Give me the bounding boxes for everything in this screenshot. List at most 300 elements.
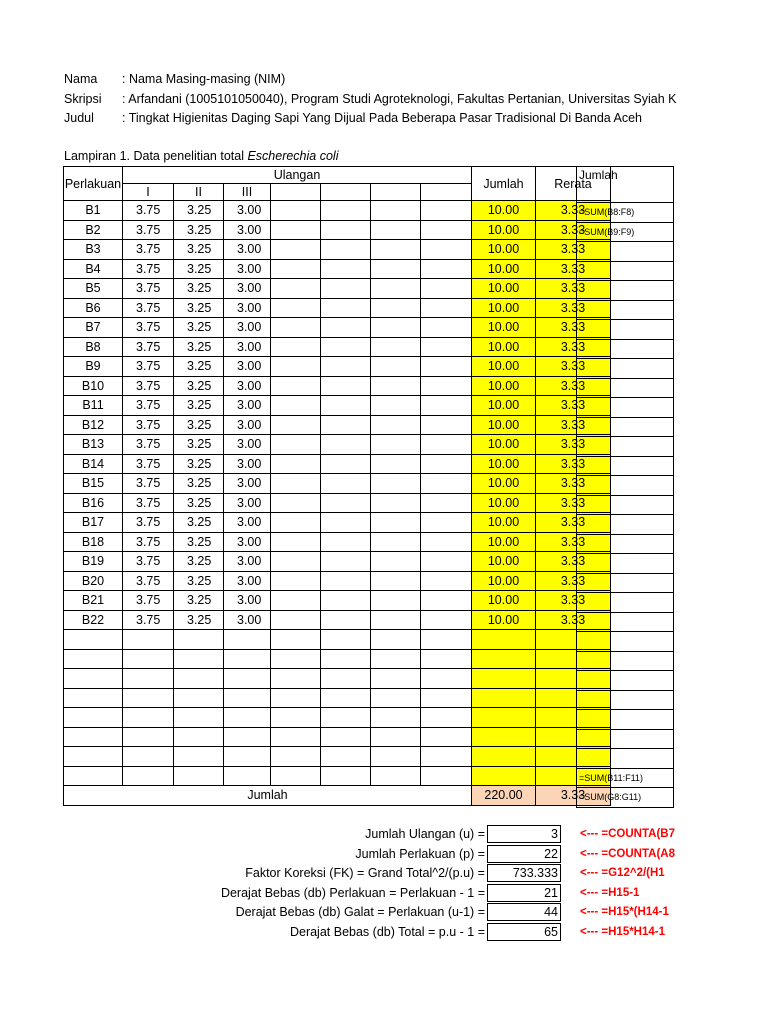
formula-cell[interactable]: [577, 339, 674, 359]
empty-cell[interactable]: [421, 571, 472, 591]
ulangan-cell[interactable]: 3.00: [224, 259, 271, 279]
empty-cell[interactable]: [321, 766, 371, 786]
empty-cell[interactable]: [371, 298, 421, 318]
empty-cell[interactable]: [421, 727, 472, 747]
col-header-rerata[interactable]: Rerata: [536, 167, 611, 201]
empty-cell[interactable]: [371, 766, 421, 786]
empty-cell[interactable]: [371, 318, 421, 338]
empty-cell[interactable]: [371, 357, 421, 377]
empty-cell[interactable]: [64, 630, 123, 650]
empty-cell[interactable]: [421, 357, 472, 377]
formula-cell[interactable]: [577, 554, 674, 574]
empty-cell[interactable]: [421, 474, 472, 494]
jumlah-cell[interactable]: 10.00: [472, 201, 536, 221]
empty-cell[interactable]: [371, 727, 421, 747]
ulangan-cell[interactable]: 3.75: [123, 337, 174, 357]
empty-cell[interactable]: [321, 649, 371, 669]
ulangan-cell[interactable]: 3.75: [123, 376, 174, 396]
perlakuan-cell[interactable]: B8: [64, 337, 123, 357]
ulangan-cell[interactable]: 3.75: [123, 474, 174, 494]
rerata-cell[interactable]: 3.33: [536, 376, 611, 396]
formula-cell[interactable]: [577, 437, 674, 457]
rerata-cell[interactable]: 3.33: [536, 591, 611, 611]
empty-cell[interactable]: [421, 649, 472, 669]
empty-cell[interactable]: [371, 630, 421, 650]
jumlah-cell[interactable]: 10.00: [472, 357, 536, 377]
ulangan-cell[interactable]: 3.00: [224, 376, 271, 396]
formula-cell[interactable]: [577, 417, 674, 437]
jumlah-cell[interactable]: 10.00: [472, 610, 536, 630]
empty-cell[interactable]: [271, 279, 321, 299]
perlakuan-cell[interactable]: B4: [64, 259, 123, 279]
empty-cell[interactable]: [271, 532, 321, 552]
empty-cell[interactable]: [321, 396, 371, 416]
empty-cell[interactable]: [421, 513, 472, 533]
empty-cell[interactable]: [321, 201, 371, 221]
ulangan-cell[interactable]: 3.00: [224, 493, 271, 513]
rerata-cell[interactable]: 3.33: [536, 435, 611, 455]
ulangan-cell[interactable]: 3.75: [123, 220, 174, 240]
empty-cell[interactable]: [371, 571, 421, 591]
rerata-cell[interactable]: 3.33: [536, 610, 611, 630]
jumlah-cell[interactable]: 10.00: [472, 279, 536, 299]
empty-cell[interactable]: [321, 727, 371, 747]
ulangan-cell[interactable]: 3.25: [174, 435, 224, 455]
total-label[interactable]: Jumlah: [64, 786, 472, 806]
ulangan-cell[interactable]: 3.00: [224, 532, 271, 552]
empty-cell[interactable]: [321, 532, 371, 552]
ulangan-cell[interactable]: 3.25: [174, 318, 224, 338]
perlakuan-cell[interactable]: B9: [64, 357, 123, 377]
jumlah-cell[interactable]: 10.00: [472, 396, 536, 416]
empty-cell[interactable]: [371, 552, 421, 572]
ulangan-cell[interactable]: 3.25: [174, 415, 224, 435]
empty-cell[interactable]: [174, 669, 224, 689]
empty-cell[interactable]: [321, 513, 371, 533]
empty-cell[interactable]: [271, 552, 321, 572]
jumlah-cell[interactable]: 10.00: [472, 552, 536, 572]
empty-cell[interactable]: [321, 552, 371, 572]
empty-cell[interactable]: [64, 766, 123, 786]
ulangan-cell[interactable]: 3.25: [174, 474, 224, 494]
ulangan-cell[interactable]: 3.25: [174, 571, 224, 591]
empty-cell[interactable]: [174, 727, 224, 747]
empty-cell[interactable]: [64, 649, 123, 669]
ulangan-cell[interactable]: 3.00: [224, 454, 271, 474]
ulangan-cell[interactable]: 3.75: [123, 435, 174, 455]
empty-cell[interactable]: [371, 688, 421, 708]
empty-cell[interactable]: [371, 376, 421, 396]
stat-value-cell[interactable]: 44: [487, 903, 561, 921]
empty-cell[interactable]: [371, 513, 421, 533]
empty-cell[interactable]: [371, 435, 421, 455]
jumlah-cell[interactable]: 10.00: [472, 532, 536, 552]
empty-cell[interactable]: [123, 630, 174, 650]
ulangan-cell[interactable]: 3.25: [174, 337, 224, 357]
empty-cell[interactable]: [271, 708, 321, 728]
empty-cell[interactable]: [321, 298, 371, 318]
perlakuan-cell[interactable]: B14: [64, 454, 123, 474]
rerata-cell[interactable]: 3.33: [536, 513, 611, 533]
empty-cell[interactable]: [224, 727, 271, 747]
empty-cell[interactable]: [271, 454, 321, 474]
stat-value-cell[interactable]: 21: [487, 884, 561, 902]
ulangan-cell[interactable]: 3.00: [224, 552, 271, 572]
empty-cell[interactable]: [271, 630, 321, 650]
empty-cell[interactable]: [421, 259, 472, 279]
empty-cell[interactable]: [271, 357, 321, 377]
empty-cell[interactable]: [421, 201, 472, 221]
empty-cell[interactable]: [64, 669, 123, 689]
jumlah-cell[interactable]: 10.00: [472, 454, 536, 474]
ulangan-cell[interactable]: 3.75: [123, 396, 174, 416]
empty-cell[interactable]: [321, 630, 371, 650]
perlakuan-cell[interactable]: B19: [64, 552, 123, 572]
ulangan-cell[interactable]: 3.25: [174, 220, 224, 240]
jumlah-cell[interactable]: 10.00: [472, 337, 536, 357]
col-header-ulangan-7[interactable]: [421, 184, 472, 201]
empty-cell[interactable]: [271, 298, 321, 318]
perlakuan-cell[interactable]: B1: [64, 201, 123, 221]
empty-cell[interactable]: [371, 610, 421, 630]
jumlah-cell[interactable]: 10.00: [472, 493, 536, 513]
empty-cell[interactable]: [321, 591, 371, 611]
empty-cell[interactable]: [174, 649, 224, 669]
ulangan-cell[interactable]: 3.75: [123, 591, 174, 611]
ulangan-cell[interactable]: 3.75: [123, 415, 174, 435]
total-jumlah-cell[interactable]: 220.00: [472, 786, 536, 806]
formula-cell[interactable]: [577, 671, 674, 691]
empty-cell[interactable]: [224, 708, 271, 728]
ulangan-cell[interactable]: 3.00: [224, 610, 271, 630]
col-header-ulangan-3[interactable]: III: [224, 184, 271, 201]
empty-cell[interactable]: [123, 649, 174, 669]
empty-cell[interactable]: [271, 747, 321, 767]
empty-cell[interactable]: [174, 630, 224, 650]
rerata-cell[interactable]: 3.33: [536, 279, 611, 299]
empty-cell[interactable]: [224, 669, 271, 689]
ulangan-cell[interactable]: 3.75: [123, 532, 174, 552]
empty-cell[interactable]: [321, 376, 371, 396]
ulangan-cell[interactable]: 3.25: [174, 376, 224, 396]
empty-cell[interactable]: [421, 669, 472, 689]
ulangan-cell[interactable]: 3.75: [123, 357, 174, 377]
jumlah-cell[interactable]: 10.00: [472, 513, 536, 533]
empty-cell[interactable]: [321, 259, 371, 279]
empty-cell[interactable]: [174, 747, 224, 767]
ulangan-cell[interactable]: 3.00: [224, 513, 271, 533]
perlakuan-cell[interactable]: B11: [64, 396, 123, 416]
formula-total-cell[interactable]: =SUM(G8:G11): [577, 788, 674, 808]
formula-cell[interactable]: [577, 242, 674, 262]
empty-cell[interactable]: [271, 727, 321, 747]
empty-cell[interactable]: [371, 708, 421, 728]
ulangan-cell[interactable]: 3.00: [224, 298, 271, 318]
empty-cell[interactable]: [271, 396, 321, 416]
ulangan-cell[interactable]: 3.25: [174, 201, 224, 221]
rerata-cell[interactable]: 3.33: [536, 552, 611, 572]
perlakuan-cell[interactable]: B10: [64, 376, 123, 396]
empty-cell[interactable]: [64, 688, 123, 708]
jumlah-cell[interactable]: [472, 649, 536, 669]
ulangan-cell[interactable]: 3.00: [224, 357, 271, 377]
empty-cell[interactable]: [64, 747, 123, 767]
rerata-cell[interactable]: 3.33: [536, 415, 611, 435]
jumlah-cell[interactable]: 10.00: [472, 435, 536, 455]
formula-cell[interactable]: [577, 573, 674, 593]
empty-cell[interactable]: [224, 688, 271, 708]
ulangan-cell[interactable]: 3.75: [123, 201, 174, 221]
perlakuan-cell[interactable]: B18: [64, 532, 123, 552]
jumlah-cell[interactable]: [472, 630, 536, 650]
empty-cell[interactable]: [321, 240, 371, 260]
formula-cell[interactable]: [577, 534, 674, 554]
perlakuan-cell[interactable]: B5: [64, 279, 123, 299]
ulangan-cell[interactable]: 3.00: [224, 571, 271, 591]
empty-cell[interactable]: [371, 201, 421, 221]
stat-value-cell[interactable]: 3: [487, 825, 561, 843]
empty-cell[interactable]: [371, 669, 421, 689]
ulangan-cell[interactable]: 3.75: [123, 571, 174, 591]
empty-cell[interactable]: [421, 630, 472, 650]
empty-cell[interactable]: [421, 454, 472, 474]
empty-cell[interactable]: [321, 279, 371, 299]
formula-cell[interactable]: [577, 710, 674, 730]
col-header-perlakuan[interactable]: Perlakuan: [64, 167, 123, 201]
empty-cell[interactable]: [371, 279, 421, 299]
empty-cell[interactable]: [123, 688, 174, 708]
ulangan-cell[interactable]: 3.75: [123, 298, 174, 318]
formula-cell[interactable]: [577, 300, 674, 320]
rerata-cell[interactable]: 3.33: [536, 474, 611, 494]
empty-cell[interactable]: [421, 318, 472, 338]
ulangan-cell[interactable]: 3.25: [174, 279, 224, 299]
stat-value-cell[interactable]: 733.333: [487, 864, 561, 882]
empty-cell[interactable]: [371, 337, 421, 357]
formula-cell[interactable]: [577, 398, 674, 418]
empty-cell[interactable]: [123, 766, 174, 786]
empty-cell[interactable]: [271, 669, 321, 689]
jumlah-cell[interactable]: [472, 747, 536, 767]
empty-cell[interactable]: [271, 376, 321, 396]
perlakuan-cell[interactable]: B15: [64, 474, 123, 494]
empty-cell[interactable]: [271, 688, 321, 708]
ulangan-cell[interactable]: 3.25: [174, 493, 224, 513]
empty-cell[interactable]: [421, 766, 472, 786]
empty-cell[interactable]: [371, 396, 421, 416]
empty-cell[interactable]: [224, 747, 271, 767]
ulangan-cell[interactable]: 3.75: [123, 259, 174, 279]
formula-cell[interactable]: [577, 359, 674, 379]
empty-cell[interactable]: [271, 571, 321, 591]
rerata-cell[interactable]: 3.33: [536, 201, 611, 221]
ulangan-cell[interactable]: 3.25: [174, 532, 224, 552]
rerata-cell[interactable]: 3.33: [536, 357, 611, 377]
empty-cell[interactable]: [123, 669, 174, 689]
col-header-ulangan-1[interactable]: I: [123, 184, 174, 201]
ulangan-cell[interactable]: 3.00: [224, 435, 271, 455]
formula-cell[interactable]: =SUM(B8:F8): [577, 203, 674, 223]
ulangan-cell[interactable]: 3.25: [174, 298, 224, 318]
perlakuan-cell[interactable]: B7: [64, 318, 123, 338]
jumlah-cell[interactable]: [472, 708, 536, 728]
formula-cell[interactable]: [577, 515, 674, 535]
rerata-cell[interactable]: 3.33: [536, 454, 611, 474]
formula-cell[interactable]: [577, 612, 674, 632]
empty-cell[interactable]: [321, 688, 371, 708]
rerata-cell[interactable]: 3.33: [536, 220, 611, 240]
empty-cell[interactable]: [271, 220, 321, 240]
rerata-cell[interactable]: 3.33: [536, 337, 611, 357]
empty-cell[interactable]: [321, 318, 371, 338]
empty-cell[interactable]: [421, 337, 472, 357]
jumlah-cell[interactable]: 10.00: [472, 220, 536, 240]
ulangan-cell[interactable]: 3.75: [123, 454, 174, 474]
empty-cell[interactable]: [271, 513, 321, 533]
ulangan-cell[interactable]: 3.00: [224, 337, 271, 357]
empty-cell[interactable]: [371, 493, 421, 513]
col-header-ulangan-2[interactable]: II: [174, 184, 224, 201]
ulangan-cell[interactable]: 3.75: [123, 610, 174, 630]
rerata-cell[interactable]: 3.33: [536, 259, 611, 279]
jumlah-cell[interactable]: 10.00: [472, 318, 536, 338]
empty-cell[interactable]: [421, 396, 472, 416]
perlakuan-cell[interactable]: B3: [64, 240, 123, 260]
empty-cell[interactable]: [371, 415, 421, 435]
empty-cell[interactable]: [371, 532, 421, 552]
jumlah-cell[interactable]: 10.00: [472, 298, 536, 318]
empty-cell[interactable]: [421, 493, 472, 513]
jumlah-cell[interactable]: [472, 669, 536, 689]
formula-cell[interactable]: [577, 378, 674, 398]
rerata-cell[interactable]: 3.33: [536, 571, 611, 591]
empty-cell[interactable]: [421, 298, 472, 318]
empty-cell[interactable]: [224, 766, 271, 786]
empty-cell[interactable]: [321, 454, 371, 474]
perlakuan-cell[interactable]: B20: [64, 571, 123, 591]
empty-cell[interactable]: [271, 240, 321, 260]
formula-cell[interactable]: [577, 632, 674, 652]
empty-cell[interactable]: [271, 493, 321, 513]
empty-cell[interactable]: [224, 630, 271, 650]
perlakuan-cell[interactable]: B17: [64, 513, 123, 533]
empty-cell[interactable]: [421, 552, 472, 572]
empty-cell[interactable]: [371, 220, 421, 240]
formula-cell[interactable]: [577, 495, 674, 515]
empty-cell[interactable]: [64, 708, 123, 728]
formula-cell[interactable]: [577, 593, 674, 613]
empty-cell[interactable]: [321, 669, 371, 689]
ulangan-cell[interactable]: 3.25: [174, 259, 224, 279]
perlakuan-cell[interactable]: B2: [64, 220, 123, 240]
col-header-ulangan-6[interactable]: [371, 184, 421, 201]
ulangan-cell[interactable]: 3.25: [174, 610, 224, 630]
empty-cell[interactable]: [371, 454, 421, 474]
empty-cell[interactable]: [321, 357, 371, 377]
empty-cell[interactable]: [321, 493, 371, 513]
empty-cell[interactable]: [421, 220, 472, 240]
empty-cell[interactable]: [421, 708, 472, 728]
empty-cell[interactable]: [421, 376, 472, 396]
empty-cell[interactable]: [123, 747, 174, 767]
ulangan-cell[interactable]: 3.00: [224, 474, 271, 494]
total-rerata-cell[interactable]: 3.33: [536, 786, 611, 806]
empty-cell[interactable]: [224, 649, 271, 669]
perlakuan-cell[interactable]: B12: [64, 415, 123, 435]
empty-cell[interactable]: [271, 415, 321, 435]
empty-cell[interactable]: [371, 649, 421, 669]
ulangan-cell[interactable]: 3.75: [123, 318, 174, 338]
ulangan-cell[interactable]: 3.25: [174, 240, 224, 260]
ulangan-cell[interactable]: 3.25: [174, 513, 224, 533]
empty-cell[interactable]: [123, 727, 174, 747]
empty-cell[interactable]: [421, 610, 472, 630]
empty-cell[interactable]: [271, 474, 321, 494]
ulangan-cell[interactable]: 3.25: [174, 357, 224, 377]
ulangan-cell[interactable]: 3.00: [224, 591, 271, 611]
formula-cell[interactable]: [577, 281, 674, 301]
perlakuan-cell[interactable]: B16: [64, 493, 123, 513]
empty-cell[interactable]: [174, 688, 224, 708]
empty-cell[interactable]: [421, 591, 472, 611]
ulangan-cell[interactable]: 3.25: [174, 552, 224, 572]
empty-cell[interactable]: [321, 220, 371, 240]
ulangan-cell[interactable]: 3.75: [123, 279, 174, 299]
jumlah-cell[interactable]: 10.00: [472, 240, 536, 260]
empty-cell[interactable]: [321, 610, 371, 630]
empty-cell[interactable]: [421, 415, 472, 435]
formula-cell[interactable]: [577, 320, 674, 340]
empty-cell[interactable]: [64, 727, 123, 747]
jumlah-cell[interactable]: 10.00: [472, 376, 536, 396]
ulangan-cell[interactable]: 3.75: [123, 552, 174, 572]
rerata-cell[interactable]: 3.33: [536, 532, 611, 552]
col-header-ulangan-4[interactable]: [271, 184, 321, 201]
rerata-cell[interactable]: 3.33: [536, 493, 611, 513]
empty-cell[interactable]: [371, 259, 421, 279]
empty-cell[interactable]: [321, 474, 371, 494]
perlakuan-cell[interactable]: B22: [64, 610, 123, 630]
jumlah-cell[interactable]: 10.00: [472, 591, 536, 611]
formula-cell[interactable]: [577, 749, 674, 769]
rerata-cell[interactable]: 3.33: [536, 318, 611, 338]
jumlah-cell[interactable]: [472, 688, 536, 708]
empty-cell[interactable]: [271, 610, 321, 630]
empty-cell[interactable]: [421, 688, 472, 708]
ulangan-cell[interactable]: 3.00: [224, 240, 271, 260]
ulangan-cell[interactable]: 3.75: [123, 513, 174, 533]
formula-cell[interactable]: =SUM(B9:F9): [577, 222, 674, 242]
formula-cell[interactable]: [577, 261, 674, 281]
formula-cell[interactable]: [577, 476, 674, 496]
ulangan-cell[interactable]: 3.25: [174, 396, 224, 416]
stat-value-cell[interactable]: 22: [487, 845, 561, 863]
empty-cell[interactable]: [271, 591, 321, 611]
jumlah-cell[interactable]: 10.00: [472, 474, 536, 494]
formula-cell[interactable]: [577, 456, 674, 476]
ulangan-cell[interactable]: 3.00: [224, 415, 271, 435]
empty-cell[interactable]: [271, 318, 321, 338]
empty-cell[interactable]: [271, 259, 321, 279]
perlakuan-cell[interactable]: B13: [64, 435, 123, 455]
empty-cell[interactable]: [321, 415, 371, 435]
empty-cell[interactable]: [321, 571, 371, 591]
ulangan-cell[interactable]: 3.25: [174, 591, 224, 611]
col-header-ulangan[interactable]: Ulangan: [123, 167, 472, 184]
empty-cell[interactable]: [371, 591, 421, 611]
empty-cell[interactable]: [271, 201, 321, 221]
perlakuan-cell[interactable]: B6: [64, 298, 123, 318]
